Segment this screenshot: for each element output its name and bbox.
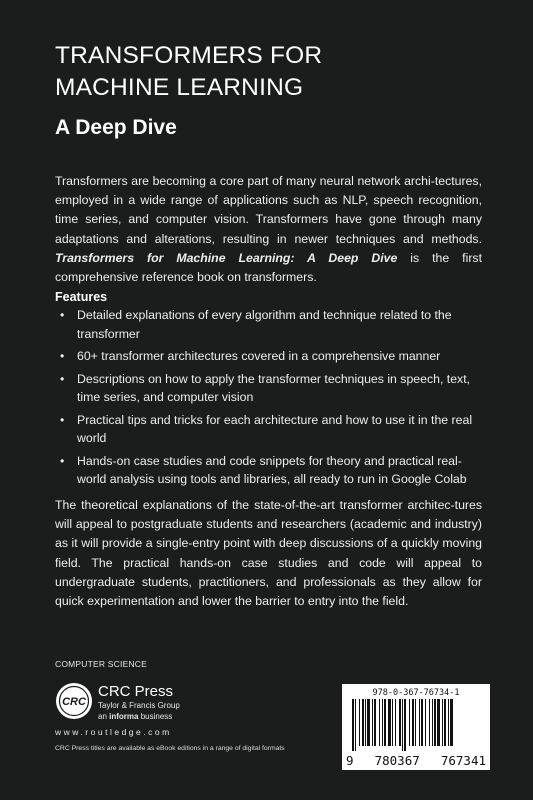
bullet-icon: •	[60, 412, 65, 427]
isbn-number: 978-0-367-76734-1	[372, 688, 460, 698]
publisher-website: www.routledge.com	[55, 727, 172, 737]
intro-book-title: Transformers for Machine Learning: A Deep Dive	[55, 250, 398, 265]
barcode-bar	[382, 699, 383, 746]
publisher-name: CRC Press	[98, 683, 174, 700]
book-title-line-2: MACHINE LEARNING	[55, 74, 304, 101]
feature-text: Hands-on case studies and code snippets for theory and practical real-world analysis using tools and libraries, all ready to run in Google Colab	[77, 453, 467, 486]
book-title	[55, 40, 322, 104]
bullet-icon: •	[60, 453, 65, 468]
intro-text-before: Transformers are becoming a core part of many neural network archi-tectures, employed in a wide range of applications such as NLP, speech recognition, time series, and computer vision. Transformers have gone through many adaptations and alterations, resulting in newer techniques and methods.	[55, 174, 482, 246]
publisher-business: an informa business	[98, 712, 173, 721]
feature-text: 60+ transformer architectures covered in a comprehensive manner	[77, 349, 441, 363]
barcode-bar	[412, 699, 414, 746]
barcode-bars	[350, 699, 482, 751]
barcode-bar	[432, 699, 433, 746]
barcode-bar	[374, 699, 376, 746]
feature-item	[55, 411, 485, 448]
book-title-line-1: TRANSFORMERS FOR	[55, 42, 323, 69]
barcode-bar	[402, 699, 403, 751]
barcode-bar	[379, 699, 380, 746]
barcode-bar	[392, 699, 393, 746]
barcode-bar	[365, 699, 366, 746]
feature-text: Practical tips and tricks for each architecture and how to use it in the real world	[77, 412, 473, 445]
barcode-bar	[448, 699, 449, 746]
feature-item	[55, 306, 485, 343]
closing-paragraph: The theoretical explanations of the state-of-the-art transformer architec-tures will appeal to postgraduate students and researchers (academic and industry) as it will provide a single-entry point with deep discussions of a quickly moving field. The practical hands-on case studies and code will appeal to undergraduate students, practitioners, and professionals as they allow for quick experimentation and lower the barrier to entry into the field.	[55, 498, 482, 609]
bullet-icon: •	[60, 349, 65, 363]
barcode-bar	[404, 699, 406, 751]
barcode-bar	[384, 699, 386, 746]
feature-text: Descriptions on how to apply the transformer techniques in speech, text, time series, and computer vision	[77, 371, 471, 404]
barcode-bar	[415, 699, 416, 746]
crc-logo-text: CRC	[62, 696, 86, 708]
barcode-bar	[352, 699, 354, 751]
feature-text: Detailed explanations of every algorithm and technique related to the transformer	[77, 308, 452, 341]
subject-category: COMPUTER SCIENCE	[55, 659, 147, 669]
barcode-bar	[409, 699, 410, 746]
barcode-bar	[450, 699, 453, 746]
feature-item	[55, 347, 485, 366]
feature-item	[55, 370, 485, 407]
barcode-bar	[419, 699, 420, 746]
isbn-barcode	[342, 684, 490, 770]
barcode-bar	[444, 699, 446, 746]
barcode-bar	[372, 699, 373, 746]
bullet-icon: •	[60, 371, 65, 386]
barcode-bar	[362, 699, 364, 746]
barcode-bar	[425, 699, 426, 746]
features-heading: Features	[55, 290, 108, 304]
ebook-note: CRC Press titles are available as eBook editions in a range of digital formats	[55, 745, 285, 752]
crc-press-logo-icon	[55, 682, 93, 720]
intro-text-after: is the first comprehensive reference book on transformers.	[55, 250, 482, 285]
barcode-bar	[359, 699, 360, 746]
barcode-bar	[367, 699, 370, 746]
barcode-bar	[395, 699, 396, 746]
features-list	[55, 306, 485, 493]
barcode-bar	[434, 699, 436, 746]
barcode-bar	[442, 699, 443, 746]
book-subtitle: A Deep Dive	[55, 116, 177, 139]
barcode-bar	[388, 699, 391, 746]
barcode-bar	[399, 699, 401, 746]
barcode-bar	[355, 699, 356, 751]
isbn-digit-row	[346, 753, 486, 768]
publisher-block	[98, 684, 180, 721]
barcode-bar	[421, 699, 423, 746]
isbn-digit-group: 9	[346, 753, 354, 768]
barcode-bar	[429, 699, 430, 746]
isbn-digit-group: 767341	[440, 753, 486, 768]
informa-label: informa	[109, 712, 139, 721]
intro-paragraph	[55, 172, 482, 287]
feature-item	[55, 452, 485, 489]
bullet-icon: •	[60, 308, 65, 322]
isbn-digit-group: 780367	[374, 753, 420, 768]
barcode-bar	[437, 699, 440, 746]
publisher-group: Taylor & Francis Group	[98, 701, 180, 710]
